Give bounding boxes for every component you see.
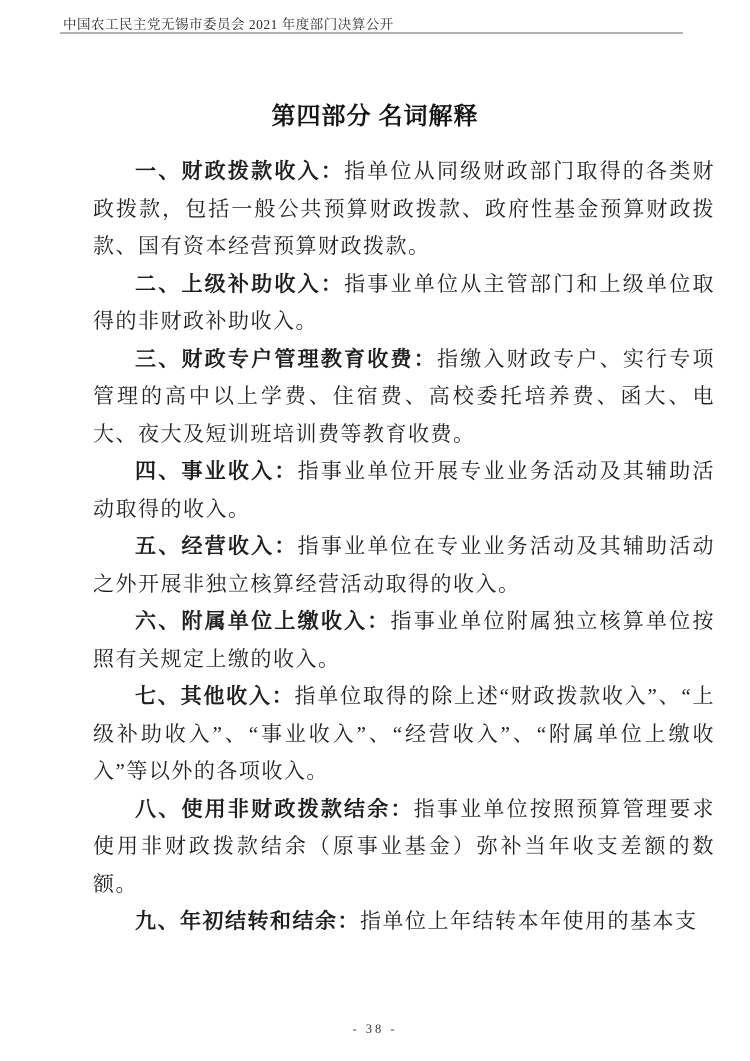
- glossary-entry: [93, 453, 715, 528]
- entry-term: 九、年初结转和结余：: [135, 909, 360, 933]
- glossary-entry: [93, 341, 715, 454]
- entry-term: 四、事业收入：: [135, 459, 298, 483]
- glossary-entry: [93, 678, 715, 791]
- entry-definition: 指事业单位从主管部门和上级单位取得的非财政补助收入。: [93, 271, 715, 333]
- glossary-entry: [93, 903, 715, 941]
- entry-term: 三、财政专户管理教育收费：: [135, 346, 437, 371]
- glossary-body: [93, 153, 715, 941]
- entry-definition: 指事业单位按照预算管理要求使用非财政拨款结余（原事业基金）弥补当年收支差额的数额。: [93, 796, 715, 896]
- entry-term: 七、其他收入：: [135, 684, 295, 708]
- entry-term: 六、附属单位上缴收入：: [135, 609, 391, 633]
- glossary-entry: [93, 153, 715, 266]
- entry-term: 八、使用非财政拨款结余：: [135, 796, 414, 821]
- running-header: [63, 13, 394, 33]
- entry-definition: 指事业单位附属独立核算单位按照有关规定上缴的收入。: [93, 609, 716, 671]
- glossary-entry: [93, 603, 715, 678]
- header-rule: [60, 32, 683, 34]
- entry-term: 一、财政拨款收入：: [135, 159, 345, 183]
- entry-definition: 指单位上年结转本年使用的基本支: [360, 909, 698, 933]
- section-title: 第四部分 名词解释: [271, 104, 479, 130]
- entry-definition: 指事业单位在专业业务活动及其辅助活动之外开展非独立核算经营活动取得的收入。: [93, 534, 716, 596]
- page-number: - 38 -: [352, 1022, 398, 1036]
- entry-definition: 指缴入财政专户、实行专项管理的高中以上学费、住宿费、高校委托培养费、函大、电大、夜大及短训班培训费等教育收费。: [93, 346, 716, 446]
- entry-term: 二、上级补助收入：: [135, 271, 345, 296]
- glossary-entry: [93, 266, 715, 341]
- entry-definition: 指单位取得的除上述“财政拨款收入”、“上级补助收入”、“事业收入”、“经营收入”、“附属单位上缴收入”等以外的各项收入。: [93, 684, 715, 783]
- entry-term: 五、经营收入：: [135, 534, 298, 558]
- glossary-entry: [93, 528, 715, 603]
- entry-definition: 指单位从同级财政部门取得的各类财政拨款，包括一般公共预算财政拨款、政府性基金预算财政拨款、国有资本经营预算财政拨款。: [93, 159, 715, 258]
- glossary-entry: [93, 791, 715, 904]
- running-header-text: 中国农工民主党无锡市委员会 2021 年度部门决算公开: [63, 17, 394, 32]
- entry-definition: 指事业单位开展专业业务活动及其辅助活动取得的收入。: [93, 459, 716, 521]
